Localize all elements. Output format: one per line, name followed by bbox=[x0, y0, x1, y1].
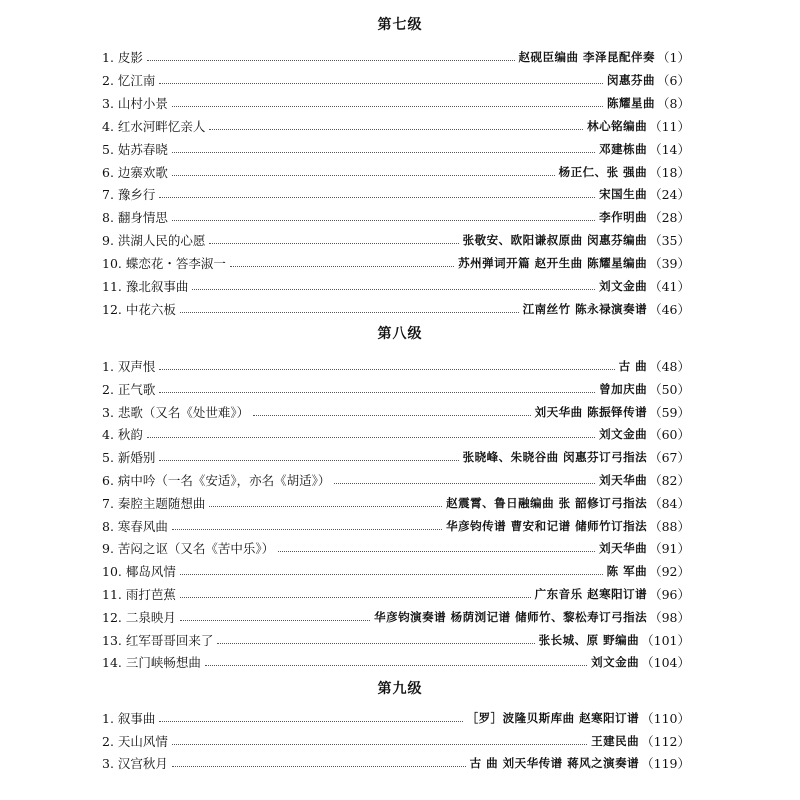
dot-leader bbox=[217, 642, 534, 644]
dot-leader bbox=[159, 196, 595, 198]
entry-credit: 华彦钧传谱 曹安和记谱 储师竹订指法 bbox=[446, 518, 648, 533]
page-number: （48） bbox=[649, 359, 690, 374]
page-number: （88） bbox=[649, 518, 690, 534]
page-number: （35） bbox=[649, 233, 690, 249]
toc-entry[interactable] bbox=[102, 47, 690, 67]
entry-title: 6. 病中吟（一名《安适》，亦名《胡适》） bbox=[102, 473, 331, 488]
entry-credit: 广东音乐 赵寒阳订谱 bbox=[534, 587, 648, 601]
dot-leader bbox=[159, 391, 595, 393]
section-title: 第九级 bbox=[377, 681, 423, 697]
page-number: （28） bbox=[649, 210, 690, 226]
page-number: （59） bbox=[649, 404, 690, 420]
entry-credit: 苏州弹词开篇 赵开生曲 陈耀星编曲 bbox=[458, 256, 648, 271]
page-number: （96） bbox=[649, 587, 690, 602]
toc-entry[interactable] bbox=[102, 139, 690, 159]
page-number: （6） bbox=[657, 72, 690, 88]
entry-title: 12. 二泉映月 bbox=[102, 609, 176, 625]
dot-leader bbox=[180, 311, 519, 313]
toc-entry[interactable] bbox=[102, 276, 690, 296]
entry-title: 2. 天山风情 bbox=[102, 733, 168, 749]
dot-leader bbox=[147, 59, 515, 61]
page-number: （119） bbox=[641, 756, 690, 771]
toc-entry[interactable] bbox=[102, 607, 690, 627]
entry-credit: 古 曲 刘天华传谱 蒋风之演奏谱 bbox=[469, 756, 640, 770]
entry-credit: 宋国生曲 bbox=[599, 187, 648, 202]
entry-title: 12. 中花六板 bbox=[102, 301, 176, 317]
entry-title: 5. 姑苏春晓 bbox=[102, 141, 168, 157]
dot-leader bbox=[180, 596, 531, 598]
toc-entry[interactable] bbox=[102, 561, 690, 581]
entry-title: 2. 忆江南 bbox=[102, 72, 156, 88]
entry-credit: 李作明曲 bbox=[599, 210, 648, 225]
toc-entry[interactable] bbox=[102, 116, 690, 136]
entry-title: 8. 翻身情思 bbox=[102, 210, 168, 226]
dot-leader bbox=[172, 151, 595, 153]
page-number: （46） bbox=[649, 301, 690, 317]
page-number: （84） bbox=[649, 495, 690, 511]
entry-credit: 江南丝竹 陈永禄演奏谱 bbox=[522, 301, 648, 316]
entry-title: 10. 蝶恋花・答李淑一 bbox=[102, 256, 226, 272]
dot-leader bbox=[159, 459, 458, 461]
entry-credit: 张长城、原 野编曲 bbox=[538, 632, 640, 647]
entry-title: 9. 洪湖人民的心愿 bbox=[102, 233, 206, 249]
toc-entry[interactable] bbox=[102, 93, 690, 113]
section-title: 第八级 bbox=[377, 326, 423, 342]
dot-leader bbox=[159, 82, 603, 84]
dot-leader bbox=[334, 482, 595, 484]
entry-credit: 邓建栋曲 bbox=[599, 141, 648, 156]
entry-credit: 陈 军曲 bbox=[606, 564, 648, 579]
dot-leader bbox=[180, 619, 370, 621]
entry-title: 2. 正气歌 bbox=[102, 381, 156, 397]
page-number: （11） bbox=[649, 118, 690, 134]
dot-leader bbox=[278, 550, 595, 552]
entry-credit: 刘文金曲 bbox=[599, 427, 648, 442]
entry-title: 1. 双声恨 bbox=[102, 359, 156, 374]
dot-leader bbox=[209, 505, 442, 507]
dot-leader bbox=[172, 174, 555, 176]
entry-title: 7. 豫乡行 bbox=[102, 187, 156, 203]
dot-leader bbox=[230, 265, 454, 267]
entry-credit: 古 曲 bbox=[618, 359, 648, 373]
dot-leader bbox=[192, 288, 595, 290]
dot-leader bbox=[209, 128, 583, 130]
entry-title: 11. 豫北叙事曲 bbox=[102, 279, 189, 294]
page-number: （18） bbox=[649, 164, 690, 180]
page-number: （39） bbox=[649, 256, 690, 272]
entry-title: 11. 雨打芭蕉 bbox=[102, 587, 176, 602]
page-number: （101） bbox=[641, 632, 690, 648]
page-number: （104） bbox=[641, 655, 690, 671]
toc-entry[interactable] bbox=[102, 424, 690, 444]
toc-entry[interactable] bbox=[102, 470, 690, 490]
entry-title: 5. 新婚别 bbox=[102, 450, 156, 466]
entry-credit: 闵惠芬曲 bbox=[607, 72, 656, 87]
page-number: （110） bbox=[641, 711, 690, 726]
toc-entry[interactable] bbox=[102, 299, 690, 319]
entry-title: 4. 红水河畔忆亲人 bbox=[102, 118, 206, 134]
entry-title: 3. 汉宫秋月 bbox=[102, 756, 168, 771]
page-number: （14） bbox=[649, 141, 690, 157]
dot-leader bbox=[172, 528, 442, 530]
entry-title: 1. 叙事曲 bbox=[102, 711, 156, 726]
dot-leader bbox=[172, 743, 587, 745]
entry-credit: ［罗］波隆贝斯库曲 赵寒阳订谱 bbox=[466, 711, 640, 725]
toc-entry[interactable] bbox=[102, 708, 690, 728]
toc-entry[interactable] bbox=[102, 493, 690, 513]
entry-credit: 刘天华曲 陈振铎传谱 bbox=[534, 404, 648, 419]
toc-entry[interactable] bbox=[102, 70, 690, 90]
page-number: （82） bbox=[649, 473, 690, 488]
entry-title: 3. 悲歌（又名《处世难》） bbox=[102, 404, 250, 420]
page-number: （91） bbox=[649, 541, 690, 557]
entry-credit: 赵震霄、鲁日融编曲 张 韶修订弓指法 bbox=[446, 495, 648, 510]
toc-entry[interactable] bbox=[102, 379, 690, 399]
page-number: （67） bbox=[649, 450, 690, 466]
entry-credit: 刘天华曲 bbox=[599, 473, 648, 487]
page-number: （112） bbox=[641, 733, 690, 749]
toc-entry[interactable] bbox=[102, 230, 690, 250]
page-number: （98） bbox=[649, 609, 690, 625]
entry-credit: 刘文金曲 bbox=[591, 655, 640, 670]
toc-entry[interactable] bbox=[102, 356, 690, 376]
toc-entry[interactable] bbox=[102, 516, 690, 536]
toc-entry[interactable] bbox=[102, 584, 690, 604]
toc-entry[interactable] bbox=[102, 207, 690, 227]
entry-title: 13. 红军哥哥回来了 bbox=[102, 632, 214, 648]
toc-entry[interactable] bbox=[102, 253, 690, 273]
dot-leader bbox=[205, 664, 587, 666]
entry-title: 10. 椰岛风情 bbox=[102, 564, 176, 580]
dot-leader bbox=[172, 765, 466, 767]
entry-credit: 张敬安、欧阳谦叔原曲 闵惠芬编曲 bbox=[462, 233, 648, 248]
entry-title: 7. 秦腔主题随想曲 bbox=[102, 495, 206, 511]
toc-entry[interactable] bbox=[102, 630, 690, 650]
entry-title: 3. 山村小景 bbox=[102, 95, 168, 111]
entry-title: 4. 秋韵 bbox=[102, 427, 143, 443]
page-number: （8） bbox=[657, 95, 690, 111]
entry-credit: 王建民曲 bbox=[591, 733, 640, 748]
entry-title: 9. 苦闷之讴（又名《苦中乐》） bbox=[102, 541, 275, 557]
dot-leader bbox=[159, 720, 462, 722]
entry-credit: 刘文金曲 bbox=[599, 279, 648, 293]
entry-credit: 赵砚臣编曲 李泽昆配伴奏 bbox=[518, 50, 656, 64]
entry-credit: 刘天华曲 bbox=[599, 541, 648, 556]
page-number: （1） bbox=[657, 50, 690, 65]
entry-title: 8. 寒春风曲 bbox=[102, 518, 168, 534]
entry-credit: 华彦钧演奏谱 杨荫浏记谱 储师竹、黎松寿订弓指法 bbox=[374, 609, 648, 624]
dot-leader bbox=[172, 105, 603, 107]
toc-entry[interactable] bbox=[102, 162, 690, 182]
dot-leader bbox=[172, 219, 595, 221]
toc-entry[interactable] bbox=[102, 731, 690, 751]
dot-leader bbox=[209, 242, 458, 244]
page-number: （60） bbox=[649, 427, 690, 443]
dot-leader bbox=[180, 573, 603, 575]
toc-entry[interactable] bbox=[102, 184, 690, 204]
entry-credit: 曾加庆曲 bbox=[599, 381, 648, 396]
entry-title: 1. 皮影 bbox=[102, 50, 143, 65]
toc-entry[interactable] bbox=[102, 447, 690, 467]
toc-entry[interactable] bbox=[102, 402, 690, 422]
dot-leader bbox=[253, 414, 530, 416]
entry-credit: 陈耀星曲 bbox=[607, 95, 656, 110]
page-number: （41） bbox=[649, 279, 690, 294]
dot-leader bbox=[159, 368, 614, 370]
dot-leader bbox=[147, 436, 595, 438]
page-number: （92） bbox=[649, 564, 690, 580]
entry-credit: 林心铭编曲 bbox=[587, 118, 648, 133]
toc-entry[interactable] bbox=[102, 753, 690, 773]
toc-entry[interactable] bbox=[102, 652, 690, 672]
page-number: （24） bbox=[649, 187, 690, 203]
entry-title: 14. 三门峡畅想曲 bbox=[102, 655, 201, 671]
page-number: （50） bbox=[649, 381, 690, 397]
entry-credit: 杨正仁、张 强曲 bbox=[558, 164, 648, 179]
section-title: 第七级 bbox=[377, 17, 423, 33]
entry-title: 6. 边寨欢歌 bbox=[102, 164, 168, 180]
entry-credit: 张晓峰、朱晓谷曲 闵惠芬订弓指法 bbox=[462, 450, 648, 465]
toc-entry[interactable] bbox=[102, 538, 690, 558]
